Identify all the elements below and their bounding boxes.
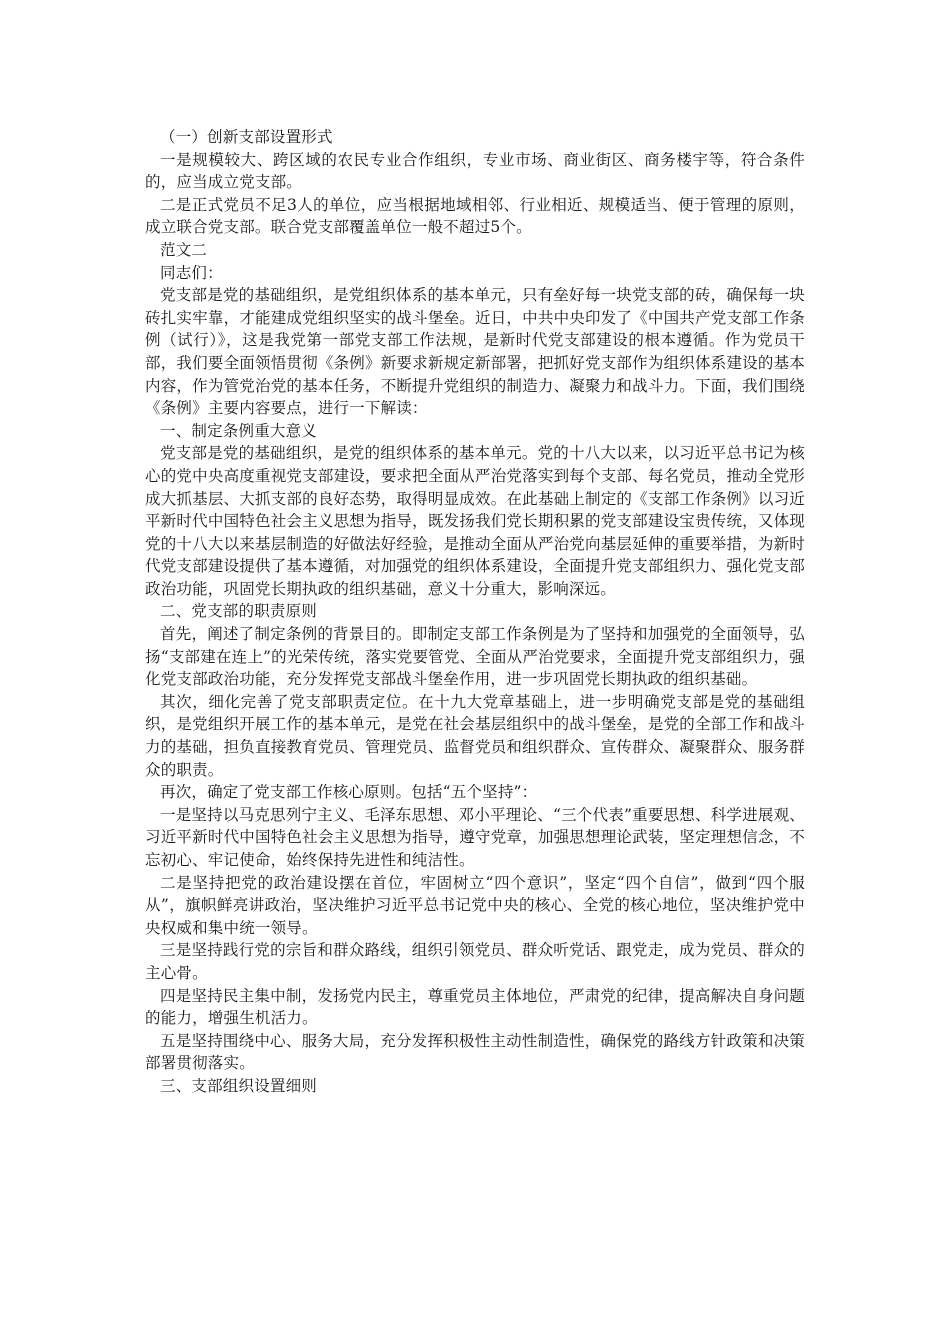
sample-title: 范文二 bbox=[160, 240, 208, 259]
section-heading: （一）创新支部设置形式 bbox=[160, 128, 333, 146]
paragraph: 党支部是党的基础组织，是党的组织体系的基本单元。党的十八大以来，以习近平总书记为核心的党中央高度重视党支部建设，要求把全面从严治党落实到每个支部、每名党员，推动全党形成大抓基层、大抓支部的良好态势，取得明显成效。在此基础上制定的《支部工作条例》以习近平新时代中国特色社会主义思想为指导，既发扬我们党长期积累的党支部建设宝贵传统，又体现党的十八大以来基层制造的好做法好经验，是推动全面从严治党向基层延伸的重要举措，为新时代党支部建设提供了基本遵循，对加强党的组织体系建设，全面提升党支部组织力、强化党支部政治功能，巩固党长期执政的组织基础，意义十分重大，影响深远。 bbox=[145, 444, 805, 598]
paragraph: 首先，阐述了制定条例的背景目的。即制定支部工作条例是为了坚持和加强党的全面领导，弘扬“支部建在连上”的光荣传统，落实党要管党、全面从严治党要求，全面提升党支部组织力，强化党支部政治功能，充分发挥党支部战斗堡垒作用，进一步巩固党长期执政的组织基础。 bbox=[145, 625, 805, 689]
document-body bbox=[145, 126, 805, 1098]
section-heading: 二、党支部的职责原则 bbox=[160, 602, 318, 621]
section-heading: 三、支部组织设置细则 bbox=[160, 1076, 318, 1095]
list-item: 一是坚持以马克思列宁主义、毛泽东思想、邓小平理论、“三个代表”重要思想、科学进展观、习近平新时代中国特色社会主义思想为指导，遵守党章，加强思想理论武装，坚定理想信念，不忘初心、牢记使命，始终保持先进性和纯洁性。 bbox=[145, 805, 805, 869]
salutation: 同志们： bbox=[160, 263, 223, 282]
paragraph: 一是规模较大、跨区域的农民专业合作组织，专业市场、商业街区、商务楼宇等，符合条件的，应当成立党支部。 bbox=[145, 150, 805, 192]
list-item: 二是坚持把党的政治建设摆在首位，牢固树立“四个意识”，坚定“四个自信”，做到“四个服从”，旗帜鲜亮讲政治，坚决维护习近平总书记党中央的核心、全党的核心地位，坚决维护党中央权威和集中统一领导。 bbox=[145, 873, 805, 937]
section-heading: 一、制定条例重大意义 bbox=[160, 421, 318, 440]
list-item: 三是坚持践行党的宗旨和群众路线，组织引领党员、群众听党话、跟党走，成为党员、群众的主心骨。 bbox=[145, 941, 805, 982]
paragraph: 其次，细化完善了党支部职责定位。在十九大党章基础上，进一步明确党支部是党的基础组织，是党组织开展工作的基本单元，是党在社会基层组织中的战斗堡垒，是党的全部工作和战斗力的基础，担负直接教育党员、管理党员、监督党员和组织群众、宣传群众、凝聚群众、服务群众的职责。 bbox=[145, 692, 805, 779]
paragraph: 党支部是党的基础组织，是党组织体系的基本单元，只有垒好每一块党支部的砖，确保每一块砖扎实牢靠，才能建成党组织坚实的战斗堡垒。近日，中共中央印发了《中国共产党支部工作条例（试行）》，这是我党第一部党支部工作法规，是新时代党支部建设的根本遵循。作为党员干部，我们要全面领悟贯彻《条例》新要求新规定新部署，把抓好党支部作为组织体系建设的基本内容，作为管党治党的基本任务，不断提升党组织的制造力、凝聚力和战斗力。下面，我们围绕《条例》主要内容要点，进行一下解读： bbox=[145, 286, 805, 418]
list-item: 四是坚持民主集中制，发扬党内民主，尊重党员主体地位，严肃党的纪律，提高解决自身问题的能力，增强生机活力。 bbox=[145, 986, 805, 1028]
paragraph: 再次，确定了党支部工作核心原则。包括“五个坚持”： bbox=[160, 783, 538, 802]
list-item: 五是坚持围绕中心、服务大局，充分发挥积极性主动性制造性，确保党的路线方针政策和决策部署贯彻落实。 bbox=[145, 1031, 805, 1073]
paragraph: 二是正式党员不足3人的单位，应当根据地域相邻、行业相近、规模适当、便于管理的原则，成立联合党支部。联合党支部覆盖单位一般不超过5个。 bbox=[145, 195, 805, 237]
